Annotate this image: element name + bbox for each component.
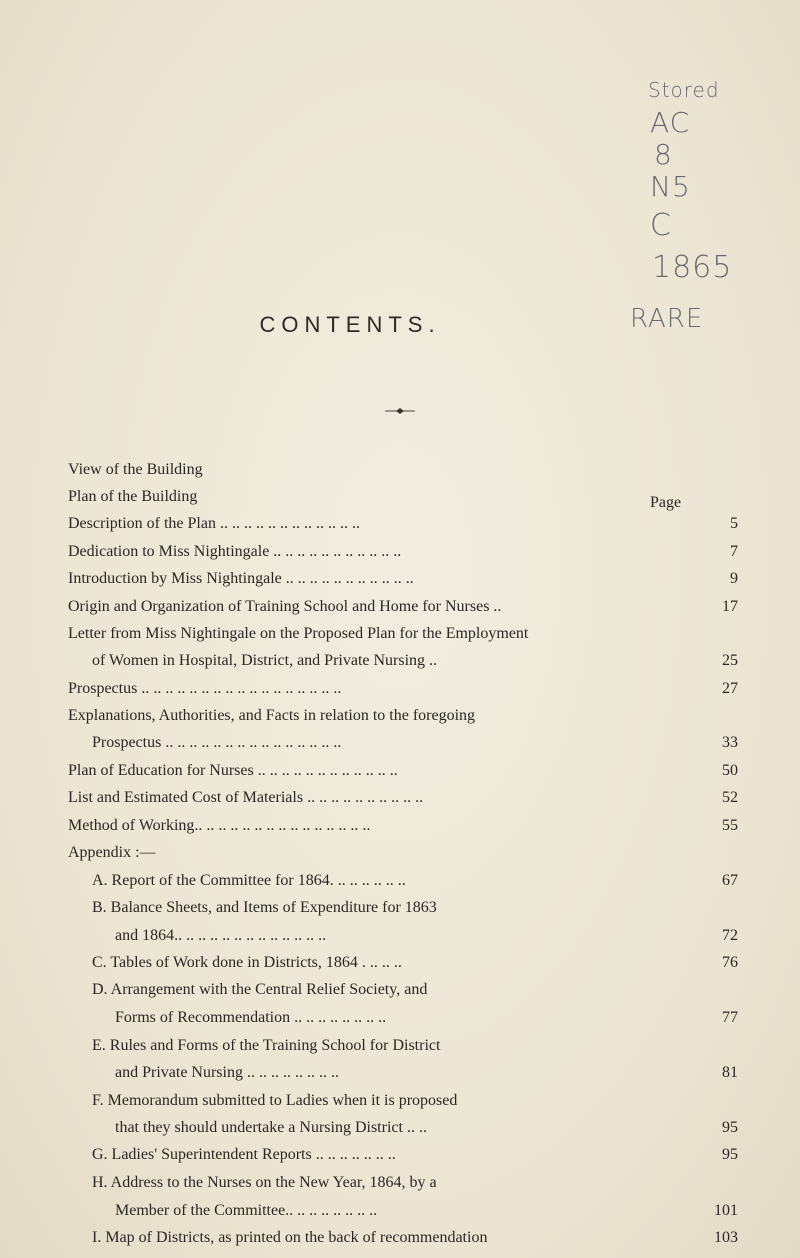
toc-entry-title: G. Ladies' Superintendent Reports .. .. .. .. .. .. ..: [92, 1146, 396, 1163]
toc-entry-title: I. Map of Districts, as printed on the back of recommendation: [92, 1229, 488, 1246]
toc-entry-page-number: 77: [722, 1009, 738, 1026]
pencil-note-ac: AC: [650, 106, 691, 139]
toc-entry-title: Plan of Education for Nurses .. .. .. .. .. .. .. .. .. .. .. ..: [68, 762, 398, 779]
toc-entry-page-number: 27: [722, 680, 738, 697]
toc-entry-title: Letter from Miss Nightingale on the Proposed Plan for the Employment: [68, 625, 529, 642]
toc-entry-page-number: 76: [722, 954, 738, 971]
toc-entry-title: Explanations, Authorities, and Facts in relation to the foregoing: [68, 707, 476, 724]
toc-entry-page-number: 55: [722, 817, 738, 834]
toc-entry-page-number: 52: [722, 789, 738, 806]
toc-entry-page-number: 103: [714, 1229, 738, 1246]
pencil-note-c: C: [650, 208, 672, 243]
toc-entry-title: View of the Building: [68, 461, 203, 478]
page-column-label: Page: [650, 494, 682, 511]
toc-entry-page-number: 81: [722, 1064, 738, 1081]
toc-entry-title: Appendix :—: [68, 844, 156, 861]
toc-entry-title: that they should undertake a Nursing District .. ..: [115, 1119, 427, 1136]
toc-entry-page-number: 17: [722, 598, 738, 615]
toc-entry-title: Origin and Organization of Training School and Home for Nurses ..: [68, 598, 502, 615]
toc-entry-page-number: 95: [722, 1146, 738, 1163]
toc-entry-title: Plan of the Building: [68, 488, 198, 505]
toc-entry-page-number: 50: [722, 762, 738, 779]
toc-entry-title: F. Memorandum submitted to Ladies when it is proposed: [92, 1092, 458, 1109]
pencil-note-rare: RARE: [630, 304, 704, 334]
toc-entry-page-number: 25: [722, 652, 738, 669]
toc-entry-title: Prospectus .. .. .. .. .. .. .. .. .. .. .. .. .. .. .. .. ..: [68, 680, 342, 697]
toc-entry-title: of Women in Hospital, District, and Private Nursing ..: [92, 652, 438, 669]
pencil-note-stored: Stored: [648, 78, 720, 102]
toc-entry-title: E. Rules and Forms of the Training School for District: [92, 1037, 441, 1054]
toc-entry-title: and Private Nursing .. .. .. .. .. .. .. ..: [115, 1064, 339, 1081]
toc-entry-page-number: 95: [722, 1119, 738, 1136]
toc-entry-title: and 1864.. .. .. .. .. .. .. .. .. .. .. .. ..: [115, 927, 327, 944]
toc-entry-title: Member of the Committee.. .. .. .. .. .. .. ..: [115, 1202, 378, 1219]
pencil-note-8: 8: [654, 138, 673, 171]
toc-entry-title: Forms of Recommendation .. .. .. .. .. .. .. ..: [115, 1009, 387, 1026]
toc-entry-title: Description of the Plan .. .. .. .. .. .. .. .. .. .. .. ..: [68, 515, 360, 532]
toc-entry-title: Dedication to Miss Nightingale .. .. .. .. .. .. .. .. .. .. ..: [68, 543, 402, 560]
toc-entry-title: Method of Working.. .. .. .. .. .. .. .. .. .. .. .. .. .. ..: [68, 817, 371, 834]
toc-entry-page-number: 67: [722, 872, 738, 889]
toc-entry-title: B. Balance Sheets, and Items of Expenditure for 1863: [92, 899, 437, 916]
toc-entry-title: D. Arrangement with the Central Relief Society, and: [92, 981, 428, 998]
toc-entry-title: Introduction by Miss Nightingale .. .. .. .. .. .. .. .. .. .. ..: [68, 570, 414, 587]
toc-entry-title: A. Report of the Committee for 1864. .. .. .. .. .. ..: [92, 872, 406, 889]
pencil-note-n5: N5: [650, 170, 691, 203]
toc-entry-page-number: 101: [714, 1202, 738, 1219]
toc-entry-title: H. Address to the Nurses on the New Year, 1864, by a: [92, 1174, 437, 1191]
toc-entry-page-number: 7: [730, 543, 738, 560]
toc-entry-page-number: 9: [730, 570, 738, 587]
toc-entry-page-number: 72: [722, 927, 738, 944]
toc-entry-title: Prospectus .. .. .. .. .. .. .. .. .. .. .. .. .. .. ..: [92, 734, 342, 751]
toc-entry-title: List and Estimated Cost of Materials .. .. .. .. .. .. .. .. .. ..: [68, 789, 424, 806]
toc-entry-page-number: 5: [730, 515, 738, 532]
toc-entry-page-number: 33: [722, 734, 738, 751]
contents-heading: CONTENTS.: [259, 312, 441, 337]
toc-entry-title: C. Tables of Work done in Districts, 1864 . .. .. ..: [92, 954, 402, 971]
pencil-note-year: 1865: [652, 250, 733, 285]
